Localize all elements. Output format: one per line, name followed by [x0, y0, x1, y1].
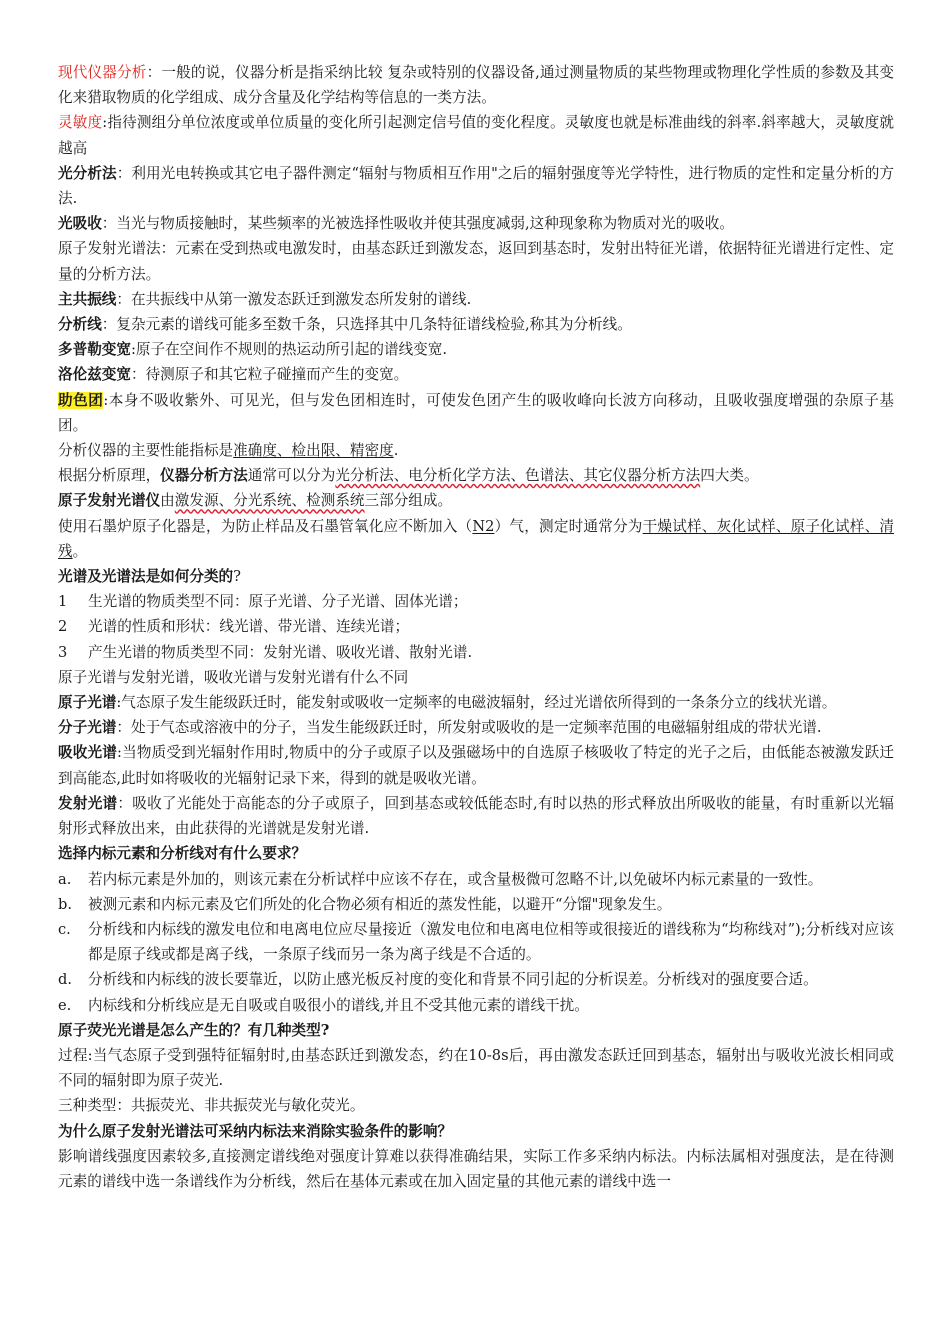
- list-item: [58, 993, 894, 1018]
- list-letter: c.: [58, 920, 71, 938]
- definition-main-resonance-line: [58, 287, 894, 312]
- term: 主共振线: [58, 290, 117, 308]
- underlined-answer: 干燥试样、灰化试样、原子化试样、清残: [58, 517, 894, 560]
- text: 三部分组成。: [364, 492, 453, 510]
- text: 通常可以分为: [247, 467, 336, 485]
- term: 发射光谱: [58, 794, 118, 812]
- term-highlighted: 助色团: [58, 391, 104, 409]
- list-letter: d.: [58, 971, 72, 989]
- list-item: [58, 640, 894, 665]
- definition-text: ：在共振线中从第一激发态跃迁到激发态所发射的谱线.: [116, 290, 472, 308]
- definition-text: ：一般的说，仪器分析是指采纳比较 复杂或特别的仪器设备,通过测量物质的某些物理或物理化学性质的参数及其变化来猎取物质的化学组成、成分含量及化学结构等信息的一类方法。: [58, 64, 894, 107]
- definition-text: ：当光与物质接触时，某些频率的光被选择性吸收并使其强度减弱,这种现象称为物质对光的吸收。: [101, 215, 734, 233]
- list-letter: e.: [58, 996, 72, 1014]
- term: 现代仪器分析: [58, 64, 147, 81]
- term: 光吸收: [58, 215, 102, 233]
- definition-text: :本身不吸收紫外、可见光，但与发色团相连时，可使发色团产生的吸收峰向长波方向移动，且吸收强度增强的杂原子基团。: [58, 391, 894, 434]
- underlined-answer: 准确度、检出限、精密度: [233, 442, 394, 460]
- definition-modern-instrumental-analysis: [58, 60, 894, 110]
- document-page: [58, 60, 894, 1194]
- definition-text: ：复杂元素的谱线可能多至数千条，只选择其中几条特征谱线检验,称其为分析线。: [101, 316, 632, 334]
- question-heading: 选择内标元素和分析线对有什么要求？: [58, 845, 307, 863]
- definition-optical-analysis: [58, 161, 894, 211]
- definition-lorentz-broadening: [58, 362, 894, 387]
- term: 灵敏度: [58, 114, 103, 132]
- term: 分析线: [58, 316, 102, 334]
- list-item: [58, 967, 894, 992]
- list-text: 光谱的性质和形状：线光谱、带光谱、连续光谱；: [88, 618, 410, 636]
- term: 原子光谱: [58, 694, 117, 712]
- text: .: [393, 442, 399, 460]
- list-letter: b.: [58, 895, 72, 913]
- definition-absorption-spectrum: [58, 740, 894, 790]
- definition-text: ：待测原子和其它粒子碰撞而产生的变宽。: [130, 366, 409, 384]
- text: 四大类。: [700, 467, 759, 485]
- text: 分析仪器的主要性能指标是: [58, 442, 234, 460]
- list-text: 产生光谱的物质类型不同：发射光谱、吸收光谱、散射光谱.: [88, 643, 473, 661]
- definition-emission-spectrum: [58, 791, 894, 841]
- list-text: 若内标元素是外加的，则该元素在分析试样中应该不存在，或含量极微可忽略不计,以免破坏内标元素量的一致性。: [88, 870, 823, 888]
- text: ）气，测定时通常分为: [494, 517, 643, 535]
- definition-analytical-line: [58, 312, 894, 337]
- list-text: 被测元素和内标元素及它们所处的化合物必须有相近的蒸发性能，以避开“分馏"现象发生。: [88, 895, 672, 913]
- definition-text: ：利用光电转换或其它电子器件测定“辐射与物质相互作用"之后的辐射强度等光学特性，进行物质的定性和定量分析的方法.: [58, 164, 894, 208]
- list-text: 内标线和分析线应是无自吸或自吸很小的谱线,并且不受其他元素的谱线干扰。: [88, 996, 589, 1014]
- term: 分子光谱: [58, 719, 117, 737]
- text: 由: [160, 492, 175, 510]
- list-item: [58, 614, 894, 639]
- definition-doppler-broadening: [58, 337, 894, 362]
- list-number: 2: [58, 618, 68, 636]
- text: 。: [72, 542, 88, 560]
- question-text: 原子光谱与发射光谱，吸收光谱与发射光谱有什么不同: [58, 668, 409, 686]
- list-letter: a.: [58, 870, 72, 888]
- definition-text: ：处于气态或溶液中的分子，当发生能级跃迁时，所发射或吸收的是一定频率范围的电磁辐射组成的带状光谱.: [116, 719, 822, 737]
- underlined-answer: 激发源、分光系统、检测系统: [174, 492, 365, 510]
- heading-text: 光谱及光谱法是如何分类的: [58, 568, 234, 586]
- definition-text: ：吸收了光能处于高能态的分子或原子，回到基态或较低能态时,有时以热的形式释放出所吸收的能量，有时重新以光辐射形式释放出来，由此获得的光谱就是发射光谱.: [58, 794, 894, 838]
- fill-in-performance-indexes: [58, 438, 894, 463]
- text: 使用石墨炉原子化器是，为防止样品及石墨管氧化应不断加入（: [58, 517, 473, 535]
- answer-paragraph: 影响谱线强度因素较多,直接测定谱线绝对强度计算难以获得准确结果，实际工作多采纳内标法。内标法属相对强度法，是在待测元素的谱线中选一条谱线作为分析线，然后在基体元素或在加入固定量的其他元素的谱线中选一: [58, 1147, 894, 1190]
- definition-sensitivity: [58, 110, 894, 160]
- question-heading: 为什么原子发射光谱法可采纳内标法来消除实验条件的影响？: [58, 1122, 453, 1140]
- definition-atomic-spectrum: [58, 690, 894, 715]
- list-item: [58, 917, 894, 967]
- question-heading: 原子荧光光谱是怎么产生的？有几种类型?: [58, 1021, 330, 1039]
- definition-molecular-spectrum: [58, 715, 894, 740]
- list-item: [58, 589, 894, 614]
- answer-paragraph: 三种类型：共振荧光、非共振荧光与敏化荧光。: [58, 1097, 365, 1115]
- term: 吸收光谱: [58, 744, 118, 762]
- list-item: [58, 892, 894, 917]
- list-text: 生光谱的物质类型不同：原子光谱、分子光谱、固体光谱；: [88, 593, 468, 611]
- definition-text: :当物质受到光辐射作用时,物质中的分子或原子以及强磁场中的自选原子核吸收了特定的光子之后，由低能态被激发跃迁到高能态,此时如将吸收的光辐射记录下来，得到的就是吸收光谱。: [58, 744, 894, 787]
- term: 多普勒变宽: [58, 341, 131, 359]
- underlined-answer: 光分析法、电分析化学方法、色谱法、其它仪器分析方法: [335, 467, 701, 485]
- list-item: [58, 867, 894, 892]
- definition-text: :指待测组分单位浓度或单位质量的变化所引起测定信号值的变化程度。灵敏度也就是标准曲线的斜率.斜率越大，灵敏度就越高: [58, 114, 894, 157]
- fill-in-graphite-furnace: [58, 514, 894, 564]
- term: 光分析法: [58, 164, 117, 182]
- definition-aes: 原子发射光谱法：元素在受到热或电激发时，由基态跃迁到激发态，返回到基态时，发射出特征光谱，依据特征光谱进行定性、定量的分析方法。: [58, 240, 894, 283]
- fill-in-aes-instrument: [58, 488, 894, 513]
- list-number: 3: [58, 643, 68, 661]
- definition-text: :气态原子发生能级跃迁时，能发射或吸收一定频率的电磁波辐射，经过光谱依所得到的一条条分立的线状光谱。: [116, 694, 837, 712]
- term: 仪器分析方法: [160, 467, 248, 485]
- fill-in-method-classes: [58, 463, 894, 488]
- question-mark: ?: [233, 568, 241, 586]
- list-number: 1: [58, 593, 68, 611]
- definition-text: :原子在空间作不规则的热运动所引起的谱线变宽.: [130, 341, 448, 359]
- text: 根据分析原理，: [58, 467, 161, 485]
- answer-paragraph: 过程:当气态原子受到强特征辐射时,由基态跃迁到激发态，约在10-8s后，再由激发态跃迁回到基态，辐射出与吸收光波长相同或不同的辐射即为原子荧光.: [58, 1046, 894, 1090]
- underlined-answer: N2: [472, 517, 495, 535]
- question-heading: [58, 564, 894, 589]
- list-text: 分析线和内标线的激发电位和电离电位应尽量接近（激发电位和电离电位相等或很接近的谱线称为“均称线对”);分析线对应该都是原子线或都是离子线，一条原子线而另一条为离子线是不合适的。: [88, 920, 894, 964]
- term: 原子发射光谱仪: [58, 492, 161, 510]
- list-text: 分析线和内标线的波长要靠近，以防止感光板反衬度的变化和背景不同引起的分析误差。分析线对的强度要合适。: [88, 971, 818, 989]
- term: 洛伦兹变宽: [58, 366, 131, 384]
- definition-auxochrome: [58, 388, 894, 438]
- definition-light-absorption: [58, 211, 894, 236]
